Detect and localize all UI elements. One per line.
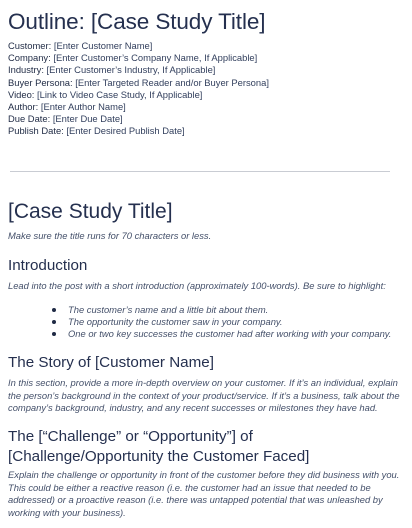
field-video <box>8 89 269 101</box>
case-study-title: [Case Study Title] <box>8 200 173 223</box>
field-value: [Link to Video Case Study, If Applicable] <box>34 88 203 100</box>
introduction-bullets <box>52 304 391 341</box>
field-label: Video: <box>8 88 35 100</box>
section-divider <box>10 171 390 172</box>
bullet-icon <box>52 308 56 312</box>
field-label: Publish Date: <box>8 125 64 137</box>
bullet-text: One or two key successes the customer had after working with your company. <box>68 328 392 340</box>
field-industry <box>8 64 269 76</box>
bullet-text: The opportunity the customer saw in your company. <box>68 316 283 328</box>
challenge-text: Explain the challenge or opportunity in front of the customer before they did business with you. This could be either a reactive reason (i.e. the customer had an issue that needed to be addressed) or a proactive reason (i.e. there was untapped potential that was unleashed by working with your business). <box>8 469 400 518</box>
bullet-icon <box>52 320 56 324</box>
field-value: [Enter Targeted Reader and/or Buyer Persona] <box>72 76 269 88</box>
field-value: [Enter Customer’s Industry, If Applicable] <box>43 64 216 76</box>
field-value: [Enter Customer Name] <box>51 40 153 51</box>
field-label: Industry: <box>8 64 44 76</box>
field-label: Author: <box>8 101 39 113</box>
bullet-icon <box>52 332 56 336</box>
field-company <box>8 52 269 64</box>
field-label: Buyer Persona: <box>8 76 73 88</box>
introduction-text: Lead into the post with a short introduction (approximately 100-words). Be sure to highlight: <box>8 280 386 291</box>
challenge-heading: The [“Challenge” or “Opportunity”] of [Challenge/Opportunity the Customer Faced] <box>8 428 310 465</box>
list-item <box>52 328 391 340</box>
title-note: Make sure the title runs for 70 characters or less. <box>8 230 212 241</box>
story-text: In this section, provide a more in-depth overview on your customer. If it’s an individual, explain the person’s background in the context of your product/service. If it’s a business, talk about the company’s background, industry, and any recent successes or milestones they have had. <box>8 377 400 414</box>
field-value: [Enter Desired Publish Date] <box>63 125 185 137</box>
field-buyer-persona <box>8 77 269 89</box>
story-heading: The Story of [Customer Name] <box>8 354 214 371</box>
field-due-date <box>8 113 269 125</box>
field-customer <box>8 40 269 52</box>
bullet-text: The customer’s name and a little bit about them. <box>68 304 269 315</box>
field-value: [Enter Author Name] <box>38 101 126 113</box>
field-label: Due Date: <box>8 113 51 125</box>
list-item <box>52 304 391 316</box>
field-value: [Enter Customer’s Company Name, If Applicable] <box>50 52 258 64</box>
field-author <box>8 101 269 113</box>
introduction-heading: Introduction <box>8 257 88 274</box>
outline-fields <box>8 40 269 138</box>
field-publish-date <box>8 125 269 137</box>
field-value: [Enter Due Date] <box>50 113 123 125</box>
field-label: Customer: <box>8 40 52 51</box>
outline-title: Outline: [Case Study Title] <box>8 9 266 34</box>
field-label: Company: <box>8 52 51 64</box>
list-item <box>52 316 391 328</box>
